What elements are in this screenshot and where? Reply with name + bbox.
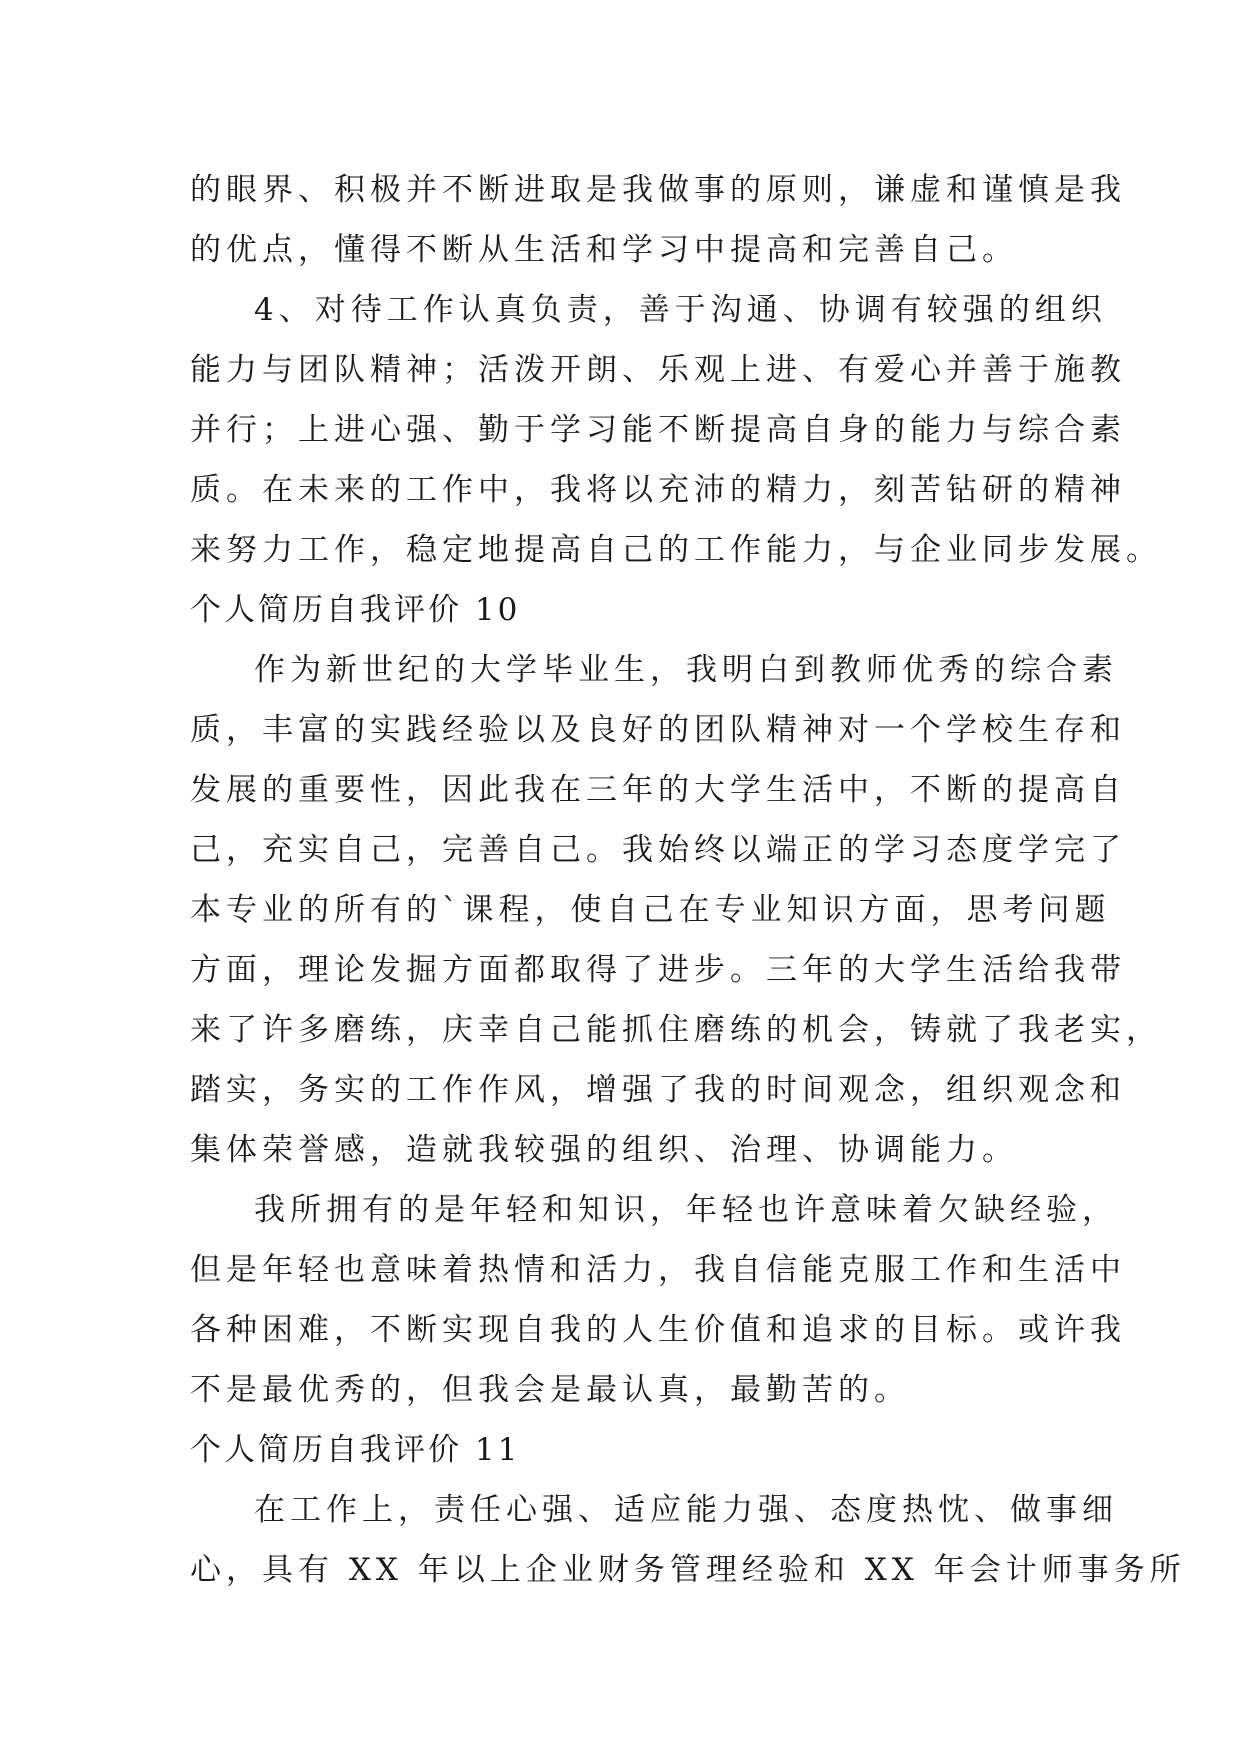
section-heading: 个人简历自我评价 11	[190, 1432, 521, 1468]
text-line: 集体荣誉感，造就我较强的组织、治理、协调能力。	[190, 1132, 1018, 1168]
text-line: 质，丰富的实践经验以及良好的团队精神对一个学校生存和	[190, 712, 1126, 748]
paragraph	[190, 1180, 1126, 1420]
text-line: 本专业的所有的`课程，使自己在专业知识方面，思考问题	[190, 892, 1111, 928]
text-line: 己，充实自己，完善自己。我始终以端正的学习态度学完了	[190, 832, 1126, 868]
text-line: 的眼界、积极并不断进取是我做事的原则，谦虚和谨慎是我	[190, 172, 1126, 208]
text-line: 不是最优秀的，但我会是最认真，最勤苦的。	[190, 1372, 910, 1408]
text-line: 在工作上，责任心强、适应能力强、态度热忱、做事细	[254, 1492, 1118, 1528]
section-heading: 个人简历自我评价 10	[190, 592, 521, 628]
document-body	[190, 160, 1186, 1600]
text-line: 作为新世纪的大学毕业生，我明白到教师优秀的综合素	[254, 652, 1118, 688]
text-line: 并行；上进心强、勤于学习能不断提高自身的能力与综合素	[190, 412, 1126, 448]
text-line: 发展的重要性，因此我在三年的大学生活中，不断的提高自	[190, 772, 1126, 808]
paragraph	[190, 640, 1162, 1180]
text-line: 来了许多磨练，庆幸自己能抓住磨练的机会，铸就了我老实，	[190, 1012, 1162, 1048]
text-line: 4、对待工作认真负责，善于沟通、协调有较强的组织	[254, 292, 1107, 328]
text-line: 能力与团队精神；活泼开朗、乐观上进、有爱心并善于施教	[190, 352, 1126, 388]
text-line: 但是年轻也意味着热情和活力，我自信能克服工作和生活中	[190, 1252, 1126, 1288]
paragraph-continued	[190, 160, 1126, 280]
text-line: 的优点，懂得不断从生活和学习中提高和完善自己。	[190, 232, 1018, 268]
paragraph	[190, 1480, 1186, 1600]
text-line: 质。在未来的工作中，我将以充沛的精力，刻苦钻研的精神	[190, 472, 1126, 508]
paragraph	[190, 280, 1162, 580]
text-line: 各种困难，不断实现自我的人生价值和追求的目标。或许我	[190, 1312, 1126, 1348]
text-line: 我所拥有的是年轻和知识，年轻也许意味着欠缺经验，	[254, 1192, 1118, 1228]
text-line: 方面，理论发掘方面都取得了进步。三年的大学生活给我带	[190, 952, 1126, 988]
text-line: 心，具有 XX 年以上企业财务管理经验和 XX 年会计师事务所	[190, 1552, 1186, 1588]
text-line: 踏实，务实的工作作风，增强了我的时间观念，组织观念和	[190, 1072, 1126, 1108]
text-line: 来努力工作，稳定地提高自己的工作能力，与企业同步发展。	[190, 532, 1162, 568]
